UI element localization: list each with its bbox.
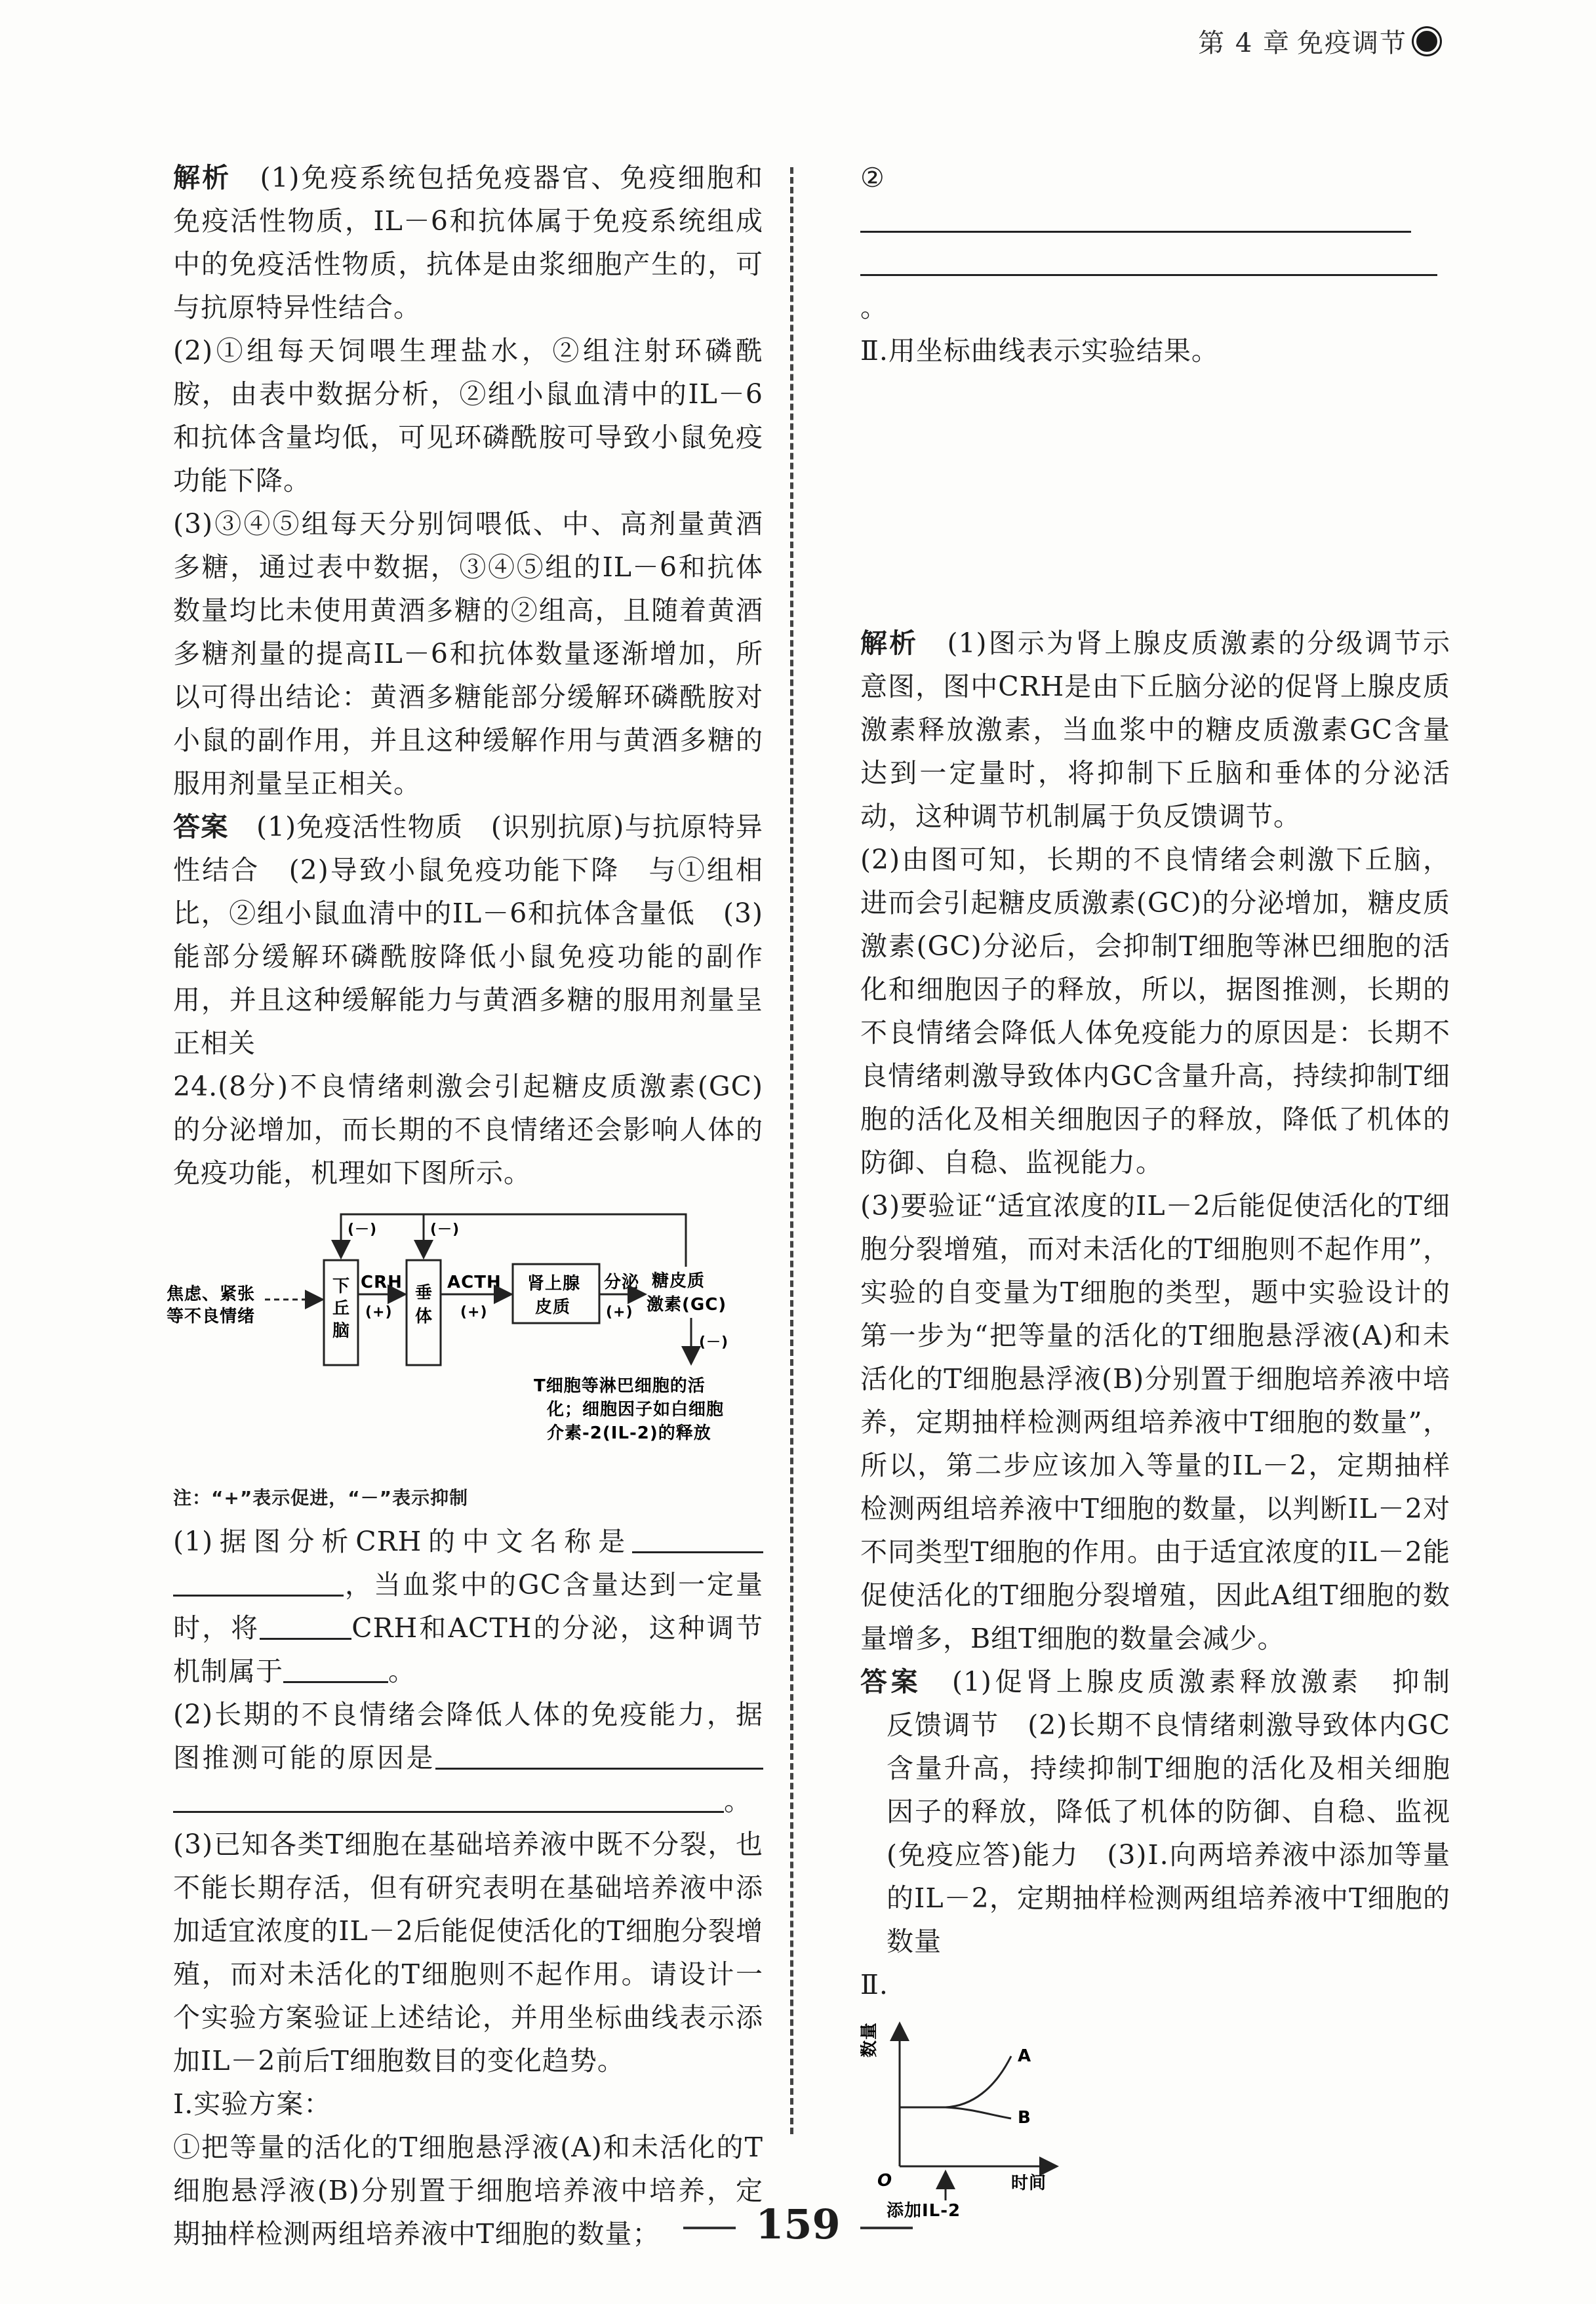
answer-blank-1[interactable]	[632, 1525, 763, 1553]
analysis-paragraph-1: 解析 (1)免疫系统包括免疫器官、免疫细胞和免疫活性物质，IL－6和抗体属于免疫系统组成中的免疫活性物质，抗体是由浆细胞产生的，可与抗原特异性结合。	[173, 162, 764, 323]
adrenal-label-1: 肾上腺	[527, 1274, 581, 1294]
bullet-icon	[1414, 28, 1440, 54]
gc-label-1: 糖皮质	[652, 1271, 706, 1291]
result-graph	[860, 2010, 1188, 2220]
secrete-label: 分泌	[604, 1273, 640, 1292]
answer-label: 答案	[173, 811, 229, 843]
answer-paragraph: 答案 (1)促肾上腺皮质激素释放激素 抑制 反馈调节 (2)长期不良情绪刺激导致体内GC含量升高，持续抑制T细胞的活化及相关细胞因子的释放，降低了机体的防御、自稳、监视(免疫应答)能力 (3)Ⅰ.向两培养液中添加等量的IL－2，定期抽样检测两组培养液中T细胞的数量	[860, 1666, 1479, 1957]
crh-label: CRH	[361, 1273, 403, 1292]
feedback-minus-2: (－)	[430, 1222, 460, 1238]
feedback-minus-1: (－)	[348, 1222, 378, 1238]
gc-label-2: 激素(GC)	[647, 1295, 727, 1315]
question-24: 24.(8分)不良情绪刺激会引起糖皮质激素(GC)的分泌增加，而长期的不良情绪还会影响人体的免疫功能，机理如下图所示。	[173, 1071, 763, 1189]
crh-plus: (+)	[365, 1304, 393, 1321]
feedback-line-hypothalamus	[341, 1214, 686, 1267]
answer-blank-4[interactable]	[435, 1741, 763, 1770]
secrete-plus: (+)	[606, 1304, 633, 1321]
analysis-paragraph-3: (3)要验证“适宜浓度的IL－2后能促使活化的T细胞分裂增殖，而对未活化的T细胞则不起作用”，实验的自变量为T细胞的类型，题中实验设计的第一步为“把等量的活化的T细胞悬浮液(A)和未活化的T细胞悬浮液(B)分别置于细胞培养液中培养，定期抽样检测两组培养液中T细胞的数量”，所以，第二步应该加入等量的IL－2，定期抽样检测两组培养液中T细胞的数量，以判断IL－2对不同类型T细胞的作用。由于适宜浓度的IL－2能促使活化的T细胞分裂增殖，因此A组T细胞的数量增多，B组T细胞的数量会减少。	[860, 1190, 1450, 1654]
experiment-plan-heading: Ⅰ.实验方案：	[173, 2088, 332, 2120]
hypothalamus-char-3: 脑	[332, 1321, 351, 1341]
analysis-paragraph-1: 解析 (1)图示为肾上腺皮质激素的分级调节示意图，图中CRH是由下丘脑分泌的促肾上腺皮质激素释放激素，当血浆中的糖皮质激素GC含量达到一定量时，将抑制下丘脑和垂体的分泌活动，这种调节机制属于负反馈调节。	[860, 627, 1451, 832]
adrenal-label-2: 皮质	[535, 1298, 571, 1317]
hypothalamus-char-1: 下	[332, 1277, 351, 1296]
analysis-paragraph-2: (2)由图可知，长期的不良情绪会刺激下丘脑，进而会引起糖皮质激素(GC)的分泌增加，糖皮质激素(GC)分泌后，会抑制T细胞等淋巴细胞的活化和细胞因子的释放，所以，据图推测，长期的不良情绪会降低人体免疫能力的原因是：长期不良情绪刺激导致体内GC含量升高，持续抑制T细胞的活化及相关细胞因子的释放，降低了机体的防御、自稳、监视能力。	[860, 844, 1450, 1178]
graph-answer-space[interactable]	[860, 372, 1450, 622]
analysis-label: 解析	[173, 162, 231, 193]
acth-label: ACTH	[447, 1273, 502, 1292]
analysis-paragraph-2: (2)①组每天饲喂生理盐水，②组注射环磷酰胺，由表中数据分析，②组小鼠血清中的IL－6和抗体含量均低，可见环磷酰胺可导致小鼠免疫功能下降。	[173, 335, 763, 496]
column-divider	[790, 167, 793, 2134]
question-24-2: (2)长期的不良情绪会降低人体的免疫能力，据图推测可能的原因是。	[173, 1699, 763, 1817]
experiment-step-1: ①把等量的活化的T细胞悬浮液(A)和未活化的T细胞悬浮液(B)分别置于细胞培养液中培养，定期抽样检测两组培养液中T细胞的数量；	[173, 2132, 763, 2250]
x-axis-label: 时间	[1011, 2174, 1047, 2193]
page-number: 159	[0, 2200, 1596, 2248]
question-24-1: (1)据图分析CRH的中文名称是，当血浆中的GC含量达到一定量时，将 CRH和ACTH的分泌，这种调节机制属于 。	[173, 1526, 764, 1687]
chapter-title: 免疫调节	[1297, 28, 1407, 58]
acth-plus: (+)	[460, 1304, 488, 1321]
pituitary-char-2: 体	[415, 1307, 433, 1326]
answer-blank-5[interactable]	[173, 1785, 724, 1813]
curve-b	[946, 2107, 1011, 2118]
pituitary-char-1: 垂	[415, 1283, 433, 1303]
curve-a-label: A	[1018, 2046, 1032, 2066]
answer-blank-1b[interactable]	[173, 1568, 344, 1597]
analysis-paragraph-3: (3)③④⑤组每天分别饲喂低、中、高剂量黄酒多糖，通过表中数据，③④⑤组的IL－6和抗体数量均比未使用黄酒多糖的②组高，且随着黄酒多糖剂量的提高IL－6和抗体数量逐渐增加，所以可得出结论：黄酒多糖能部分缓解环磷酰胺对小鼠的副作用，并且这种缓解作用与黄酒多糖的服用剂量呈正相关。	[173, 508, 763, 799]
hypothalamus-char-2: 丘	[332, 1299, 351, 1319]
answer-blank-6[interactable]	[860, 205, 1411, 233]
answer-graph-label: Ⅱ.	[860, 1969, 888, 2000]
graph-instruction: Ⅱ.用坐标曲线表示实验结果。	[860, 335, 1219, 367]
stimulus-label-2: 等不良情绪	[167, 1307, 256, 1326]
answer-blank-2[interactable]	[260, 1612, 351, 1640]
curve-a	[900, 2056, 1011, 2107]
answer-blank-7[interactable]	[860, 248, 1437, 276]
add-il2-label: 添加IL-2	[887, 2201, 961, 2220]
origin-label: O	[877, 2171, 893, 2191]
stimulus-label-1: 焦虑、紧张	[167, 1284, 256, 1304]
curve-b-label: B	[1018, 2108, 1031, 2128]
right-column	[860, 156, 1479, 2220]
analysis-label: 解析	[860, 627, 919, 659]
diagram-note: 注：“+”表示促进，“－”表示抑制	[173, 1487, 469, 1509]
target-label-2: 化；细胞因子如白细胞	[547, 1400, 725, 1420]
y-axis-label: 数量	[860, 2021, 879, 2057]
target-label-1: T细胞等淋巴细胞的活	[534, 1376, 706, 1396]
left-column	[167, 156, 764, 2255]
target-label-3: 介素-2(IL-2)的释放	[547, 1423, 711, 1443]
answer-label: 答案	[860, 1666, 922, 1698]
chapter-number: 第 4 章	[1198, 28, 1290, 58]
chapter-header	[1198, 22, 1440, 60]
answer-blank-3[interactable]	[283, 1655, 388, 1683]
answer-paragraph: 答案 (1)免疫活性物质 (识别抗原)与抗原特异性结合 (2)导致小鼠免疫功能下降 与①组相比，②组小鼠血清中的IL－6和抗体含量低 (3)能部分缓解环磷酰胺降低小鼠免疫功能的副作用，并且这种缓解能力与黄酒多糖的服用剂量呈正相关	[173, 811, 764, 1059]
question-24-3: (3)已知各类T细胞在基础培养液中既不分裂，也不能长期存活，但有研究表明在基础培养液中添加适宜浓度的IL－2后能促使活化的T细胞分裂增殖，而对未活化的T细胞则不起作用。请设计一个实验方案验证上述结论，并用坐标曲线表示添加IL－2前后T细胞数目的变化趋势。	[173, 1829, 763, 2076]
regulation-diagram	[167, 1201, 763, 1477]
experiment-step-2: ② 。	[860, 156, 1450, 329]
inhibit-minus: (－)	[699, 1334, 729, 1351]
